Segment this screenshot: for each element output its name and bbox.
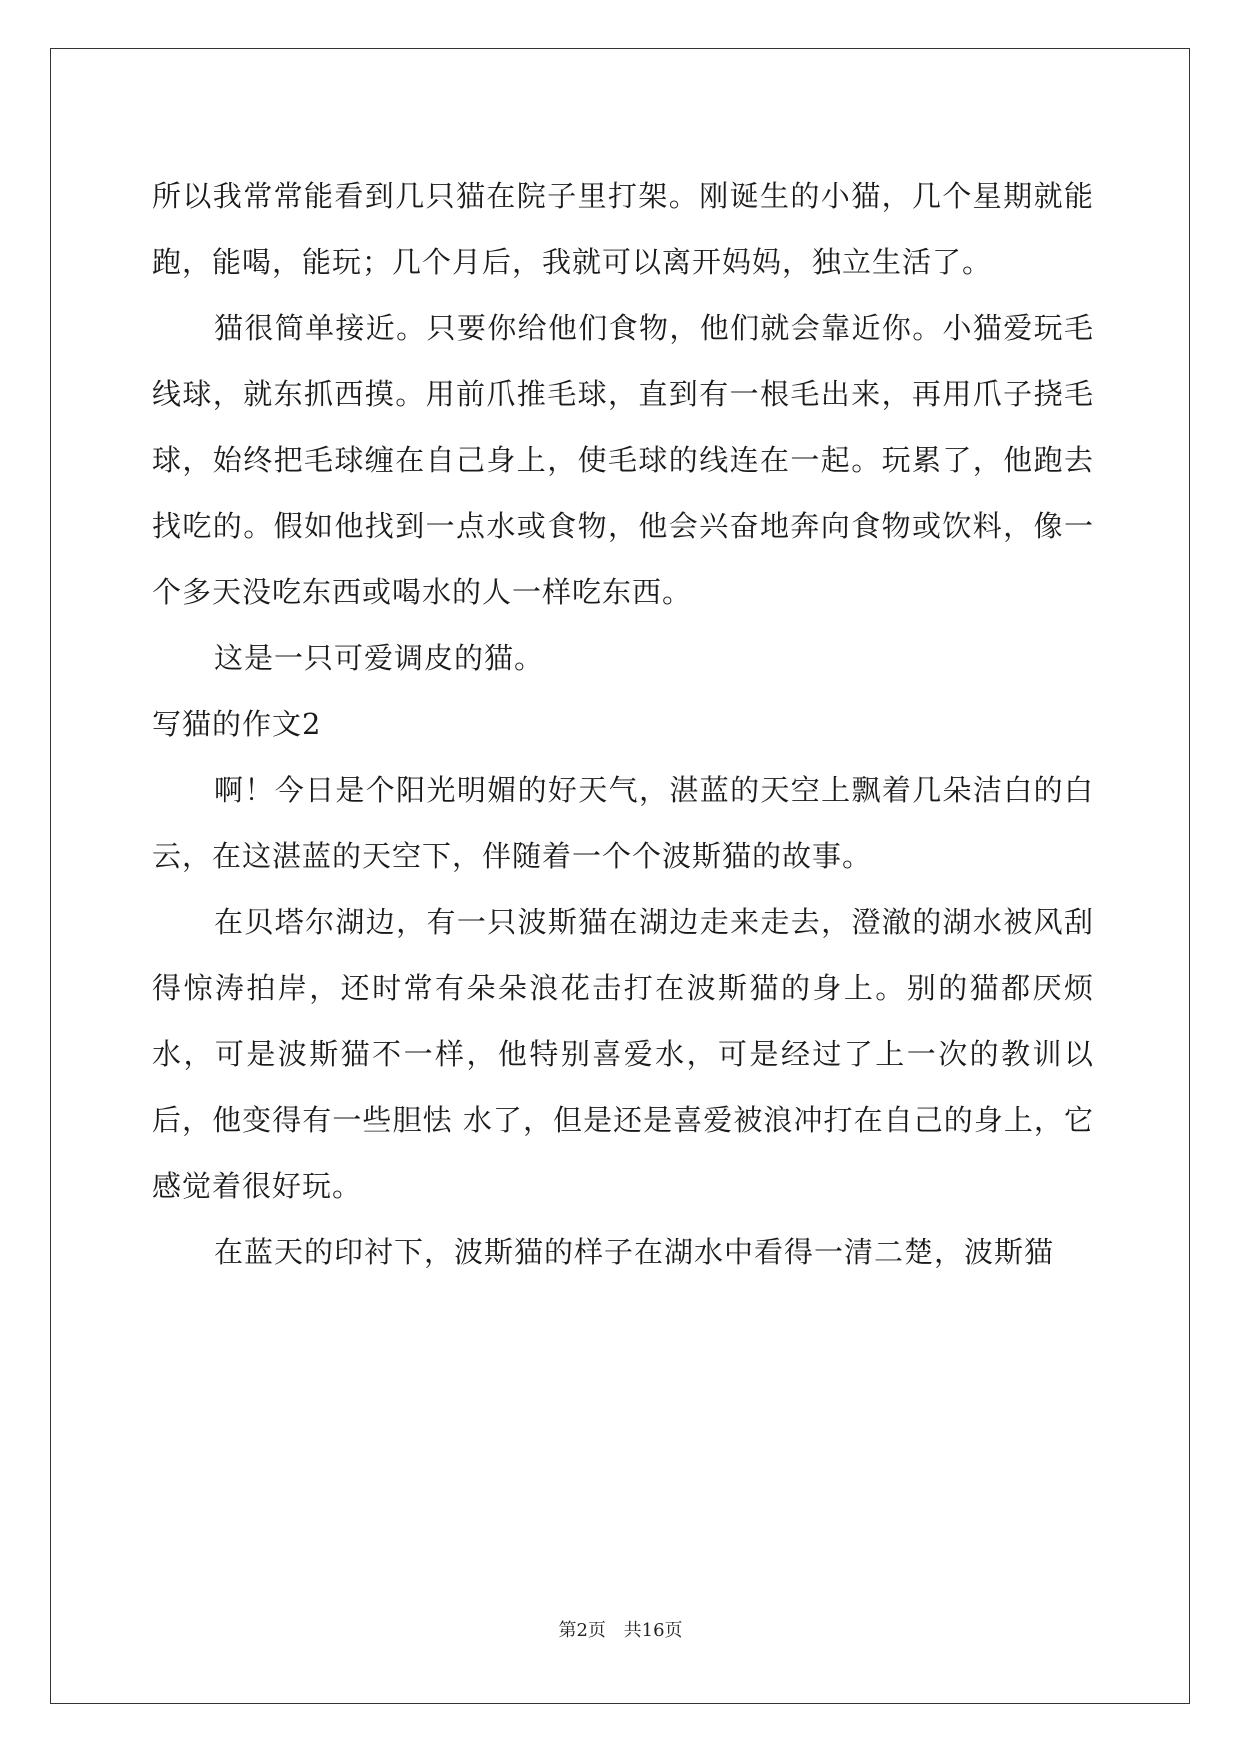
paragraph-2: 猫很简单接近。只要你给他们食物，他们就会靠近你。小猫爱玩毛线球，就东抓西摸。用前爪推毛球，直到有一根毛出来，再用爪子挠毛球，始终把毛球缠在自己身上，使毛球的线连在一起。玩累了，他跑去找吃的。假如他找到一点水或食物，他会兴奋地奔向食物或饮料，像一个多天没吃东西或喝水的人一样吃东西。 bbox=[152, 311, 1094, 609]
section-paragraph-2: 在贝塔尔湖边，有一只波斯猫在湖边走来走去，澄澈的湖水被风刮得惊涛拍岸，还时常有朵朵浪花击打在波斯猫的身上。别的猫都厌烦水，可是波斯猫不一样，他特别喜爱水，可是经过了上一次的教训以后，他变得有一些胆怯 水了，但是还是喜爱被浪冲打在自己的身上，它感觉着很好玩。 bbox=[152, 905, 1094, 1203]
paragraph-1: 所以我常常能看到几只猫在院子里打架。刚诞生的小猫，几个星期就能跑，能喝，能玩；几个月后，我就可以离开妈妈，独立生活了。 bbox=[152, 179, 1094, 279]
document-body bbox=[152, 163, 1094, 1285]
paragraph-3: 这是一只可爱调皮的猫。 bbox=[214, 641, 545, 675]
section-paragraph-3: 在蓝天的印衬下，波斯猫的样子在湖水中看得一清二楚，波斯猫 bbox=[214, 1235, 1055, 1269]
page-footer bbox=[0, 1616, 1241, 1642]
section-paragraph-1: 啊！今日是个阳光明媚的好天气，湛蓝的天空上飘着几朵洁白的白云，在这湛蓝的天空下，伴随着一个个波斯猫的故事。 bbox=[152, 773, 1094, 873]
page-number: 第2页 bbox=[558, 1620, 606, 1641]
section-heading: 写猫的作文2 bbox=[152, 707, 322, 741]
page-total: 共16页 bbox=[623, 1620, 683, 1641]
